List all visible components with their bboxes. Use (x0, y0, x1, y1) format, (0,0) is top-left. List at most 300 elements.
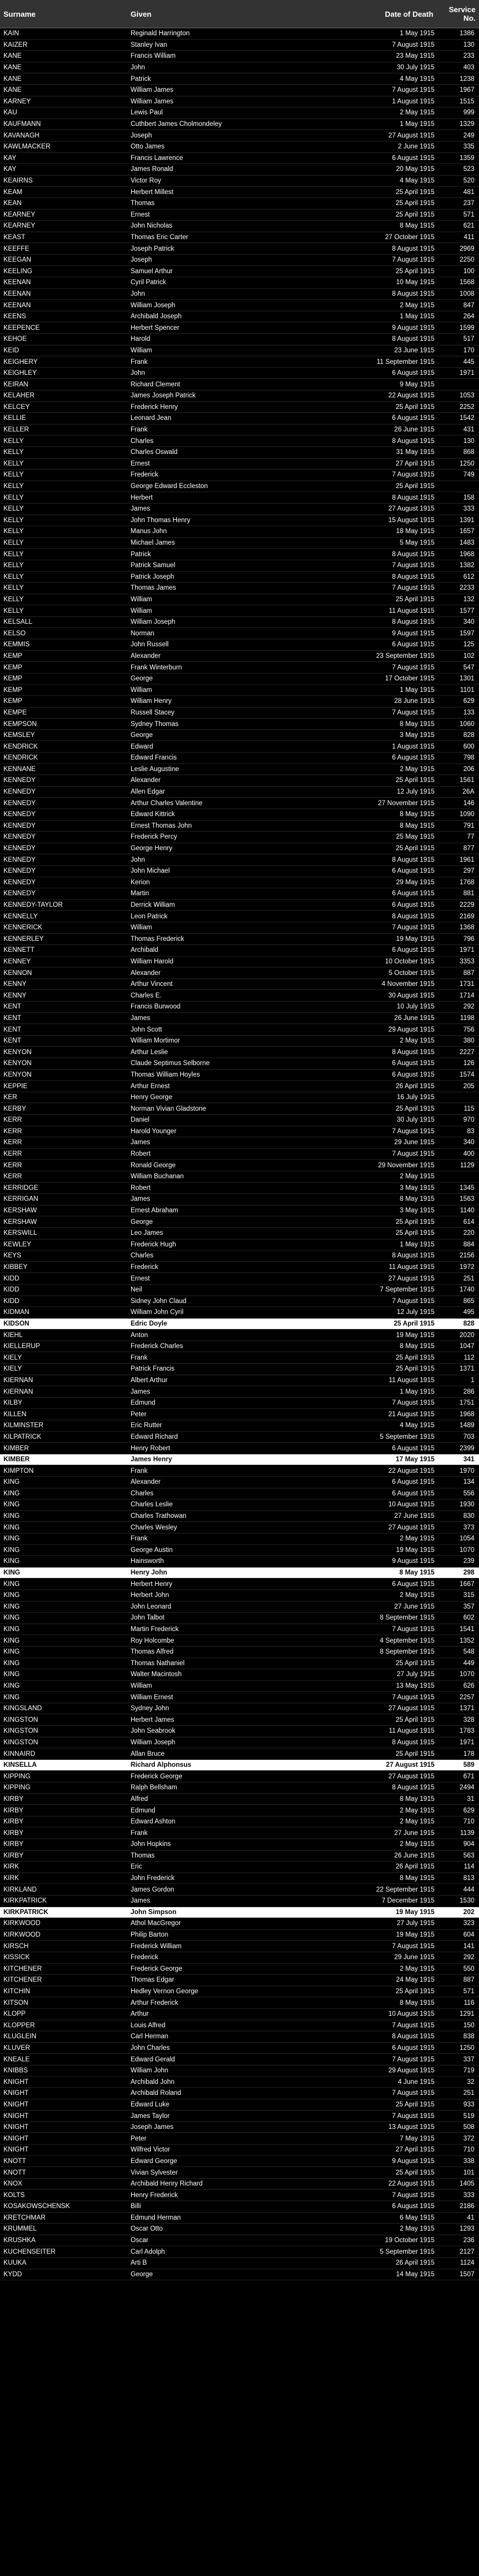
table-row (0, 1896, 479, 1907)
cell-date-of-death: 19 May 1915 (396, 1546, 435, 1554)
cell-given: Eric (131, 1863, 142, 1871)
cell-date-of-death: 29 May 1915 (396, 878, 435, 886)
cell-surname: KELLY (3, 437, 24, 445)
cell-surname: KIDD (3, 1297, 20, 1305)
cell-surname: KENNEDY (3, 833, 36, 841)
table-row (0, 1522, 479, 1533)
cell-surname: KEMMIS (3, 641, 30, 649)
table-row (0, 1703, 479, 1715)
cell-given: Patrick Joseph (131, 573, 174, 580)
cell-surname: KEAN (3, 200, 22, 207)
cell-service-no: 132 (463, 595, 474, 603)
cell-surname: KILPATRICK (3, 1433, 42, 1440)
cell-surname: KENNON (3, 969, 32, 977)
cell-service-no: 1047 (459, 1343, 474, 1350)
cell-surname: KIMBER (3, 1445, 29, 1452)
cell-surname: KENDRICK (3, 743, 38, 750)
cell-given: Thomas (131, 200, 155, 207)
cell-date-of-death: 7 August 1915 (392, 562, 435, 569)
cell-service-no: 1561 (459, 777, 474, 784)
table-row (0, 1499, 479, 1511)
cell-given: Richard Alphonsus (131, 1762, 191, 1769)
cell-service-no: 1972 (459, 1264, 474, 1271)
cell-date-of-death: 8 September 1915 (380, 1614, 435, 1622)
table-row (0, 356, 479, 368)
cell-given: Frank (131, 426, 148, 434)
cell-date-of-death: 8 May 1915 (399, 1569, 435, 1577)
cell-date-of-death: 7 August 1915 (392, 664, 435, 671)
table-row (0, 425, 479, 436)
cell-date-of-death: 16 July 1915 (396, 1094, 435, 1101)
cell-service-no: 612 (463, 573, 474, 580)
cell-surname: KOLTS (3, 2191, 25, 2199)
table-row (0, 945, 479, 956)
cell-surname: KIMPTON (3, 1467, 34, 1475)
table-row (0, 119, 479, 131)
cell-service-no: 1541 (459, 1626, 474, 1633)
table-row (0, 809, 479, 821)
cell-service-no: 600 (463, 743, 474, 750)
cell-date-of-death: 6 August 1915 (392, 1580, 435, 1588)
cell-surname: KIDD (3, 1286, 20, 1294)
cell-surname: KING (3, 1659, 20, 1667)
cell-date-of-death: 4 May 1915 (399, 75, 435, 83)
cell-given: Ernest Abraham (131, 1207, 179, 1215)
table-row (0, 673, 479, 685)
cell-date-of-death: 10 August 1915 (388, 2011, 435, 2018)
cell-given: Charles Wesley (131, 1524, 177, 1531)
table-row (0, 1851, 479, 1862)
cell-service-no: 1599 (459, 324, 474, 332)
cell-service-no: 547 (463, 664, 474, 671)
cell-given: Ernest (131, 211, 150, 218)
cell-service-no: 41 (467, 2214, 474, 2221)
table-row (0, 368, 479, 379)
table-row (0, 1918, 479, 1930)
table-row (0, 232, 479, 244)
table-row (0, 1364, 479, 1375)
table-row (0, 345, 479, 357)
cell-given: Frederick Percy (131, 833, 177, 841)
cell-date-of-death: 12 July 1915 (396, 788, 435, 796)
cell-service-no: 703 (463, 1433, 474, 1440)
cell-given: William Joseph (131, 619, 176, 626)
cell-date-of-death: 25 April 1915 (395, 200, 435, 207)
cell-service-no: 1731 (459, 981, 474, 988)
cell-surname: KNIGHT (3, 2146, 29, 2154)
cell-given: Sydney John (131, 1705, 169, 1713)
cell-surname: KING (3, 1592, 20, 1599)
cell-given: Cuthbert James Cholmondeley (131, 121, 222, 128)
cell-service-no: 2186 (459, 2203, 474, 2210)
cell-given: Henry Robert (131, 1445, 170, 1452)
table-row (0, 1952, 479, 1964)
cell-surname: KILBY (3, 1399, 23, 1407)
cell-date-of-death: 6 May 1915 (399, 2214, 435, 2221)
cell-service-no: 710 (463, 1818, 474, 1826)
cell-service-no: 444 (463, 1886, 474, 1893)
cell-service-no: 828 (463, 732, 474, 739)
cell-date-of-death: 1 May 1915 (399, 686, 435, 694)
cell-given: William (131, 607, 153, 615)
table-row (0, 1194, 479, 1205)
table-row (0, 1827, 479, 1839)
cell-surname: KNIGHT (3, 2101, 29, 2108)
cell-surname: KIRBY (3, 1807, 24, 1814)
cell-surname: KERSHAW (3, 1218, 37, 1226)
cell-surname: KENNEY (3, 958, 31, 965)
cell-given: John Charles (131, 2044, 170, 2052)
cell-date-of-death: 21 August 1915 (388, 1410, 435, 1418)
table-row (0, 843, 479, 855)
table-row (0, 1285, 479, 1296)
table-row (0, 572, 479, 583)
table-row (0, 1737, 479, 1749)
cell-surname: KERRIGAN (3, 1196, 39, 1203)
cell-surname: KYDD (3, 2270, 22, 2278)
table-row (0, 2076, 479, 2088)
table-row (0, 1454, 479, 1466)
cell-surname: KIRK (3, 1875, 19, 1882)
cell-date-of-death: 26 June 1915 (394, 426, 435, 434)
cell-given: Edward Richard (131, 1433, 178, 1440)
cell-service-no: 1971 (459, 947, 474, 954)
cell-surname: KIELY (3, 1354, 22, 1361)
cell-given: Charles Trathowan (131, 1513, 187, 1520)
cell-given: John Thomas Henry (131, 516, 191, 524)
cell-date-of-death: 25 April 1915 (395, 1659, 435, 1667)
cell-surname: KIDSON (3, 1320, 29, 1327)
cell-date-of-death: 25 April 1915 (395, 267, 435, 275)
cell-date-of-death: 7 August 1915 (392, 1297, 435, 1305)
cell-surname: KNIGHT (3, 2078, 29, 2086)
cell-given: Martin Frederick (131, 1626, 179, 1633)
cell-date-of-death: 7 August 1915 (392, 1942, 435, 1950)
cell-surname: KING (3, 1671, 20, 1678)
cell-surname: KEEPENCE (3, 324, 40, 332)
cell-service-no: 333 (463, 505, 474, 513)
cell-given: Arthur Leslie (131, 1048, 168, 1056)
cell-surname: KELAHER (3, 392, 35, 400)
cell-service-no: 556 (463, 1490, 474, 1497)
cell-service-no: 264 (463, 313, 474, 321)
cell-given: John (131, 370, 145, 377)
cell-surname: KELLY (3, 550, 24, 558)
cell-given: Herbert (131, 494, 153, 501)
cell-date-of-death: 26 April 1915 (395, 1082, 435, 1090)
table-row (0, 334, 479, 345)
cell-service-no: 32 (467, 2078, 474, 2086)
cell-date-of-death: 27 August 1915 (388, 1773, 435, 1780)
cell-date-of-death: 30 July 1915 (396, 64, 435, 72)
cell-service-no: 868 (463, 449, 474, 456)
cell-given: Derrick William (131, 902, 175, 909)
cell-date-of-death: 27 July 1915 (396, 1671, 435, 1678)
cell-given: Arti B (131, 2259, 147, 2267)
cell-date-of-death: 8 August 1915 (392, 2033, 435, 2041)
cell-date-of-death: 8 August 1915 (392, 245, 435, 252)
cell-given: Archibald (131, 947, 158, 954)
cell-date-of-death: 2 May 1915 (399, 109, 435, 117)
cell-surname: KAY (3, 154, 17, 162)
cell-date-of-death: 26 June 1915 (394, 1852, 435, 1859)
table-row (0, 198, 479, 210)
cell-surname: KEENAN (3, 279, 31, 286)
cell-service-no: 1359 (459, 154, 474, 162)
table-row (0, 2043, 479, 2054)
cell-date-of-death: 4 May 1915 (399, 1422, 435, 1430)
cell-given: Leslie Augustine (131, 765, 179, 773)
cell-surname: KEAST (3, 233, 25, 241)
cell-surname: KINGSTON (3, 1716, 38, 1723)
cell-service-no: 881 (463, 890, 474, 898)
table-row (0, 1386, 479, 1398)
cell-surname: KLOPPER (3, 2022, 35, 2029)
table-row (0, 2235, 479, 2247)
cell-surname: KELLY (3, 494, 24, 501)
cell-given: William John (131, 2067, 169, 2075)
cell-surname: KING (3, 1603, 20, 1610)
cell-date-of-death: 7 August 1915 (392, 924, 435, 932)
cell-given: Arthur (131, 2011, 149, 2018)
cell-service-no: 2257 (459, 1693, 474, 1701)
cell-date-of-death: 28 June 1915 (394, 698, 435, 705)
cell-surname: KNIGHT (3, 2112, 29, 2120)
cell-service-no: 125 (463, 641, 474, 649)
cell-given: James Henry (131, 1456, 172, 1464)
cell-service-no: 1352 (459, 1637, 474, 1644)
cell-service-no: 550 (463, 1965, 474, 1972)
cell-surname: KEENAN (3, 301, 31, 309)
cell-service-no: 1139 (460, 1829, 474, 1837)
cell-given: Ernest Thomas John (131, 822, 192, 829)
cell-given: William Buchanan (131, 1173, 184, 1181)
table-row (0, 1873, 479, 1885)
cell-date-of-death: 6 August 1915 (392, 1490, 435, 1497)
cell-service-no: 340 (463, 1139, 474, 1146)
cell-date-of-death: 6 August 1915 (392, 890, 435, 898)
cell-date-of-death: 11 August 1915 (388, 607, 435, 615)
table-row (0, 1782, 479, 1794)
cell-service-no: 205 (463, 1082, 474, 1090)
cell-service-no: 847 (463, 301, 474, 309)
cell-date-of-death: 30 July 1915 (396, 1116, 435, 1124)
table-row (0, 1398, 479, 1409)
cell-service-no: 112 (463, 1354, 474, 1361)
cell-service-no: 236 (463, 2237, 474, 2244)
table-row (0, 764, 479, 776)
table-row (0, 2054, 479, 2065)
cell-surname: KANE (3, 87, 22, 94)
cell-surname: KERSHAW (3, 1207, 37, 1215)
cell-service-no: 1515 (459, 98, 474, 105)
table-row (0, 787, 479, 798)
table-row (0, 922, 479, 934)
table-row (0, 62, 479, 74)
cell-surname: KIDMAN (3, 1309, 29, 1316)
cell-date-of-death: 13 August 1915 (388, 2124, 435, 2131)
cell-service-no: 563 (463, 1852, 474, 1859)
cell-given: George (131, 732, 153, 739)
cell-service-no: 481 (463, 188, 474, 196)
cell-given: John (131, 290, 145, 297)
cell-service-no: 1250 (459, 460, 474, 467)
cell-date-of-death: 19 May 1915 (395, 1908, 435, 1916)
cell-given: William Ernest (131, 1693, 173, 1701)
cell-service-no: 202 (463, 1908, 474, 1916)
cell-surname: KING (3, 1479, 20, 1486)
cell-service-no: 830 (463, 1513, 474, 1520)
cell-given: Peter (131, 2135, 147, 2142)
cell-given: James Gordon (131, 1886, 174, 1893)
cell-given: James Taylor (131, 2112, 170, 2120)
cell-given: Victor Roy (131, 177, 161, 185)
cell-given: William James (131, 87, 174, 94)
cell-surname: KERR (3, 1139, 22, 1146)
table-row (0, 1658, 479, 1670)
table-row (0, 470, 479, 481)
table-row (0, 1409, 479, 1420)
cell-service-no: 126 (463, 1060, 474, 1067)
cell-service-no: 1053 (459, 392, 474, 400)
cell-date-of-death: 17 October 1915 (385, 675, 435, 683)
table-row (0, 1149, 479, 1160)
cell-service-no: 887 (463, 969, 474, 977)
cell-given: John Seabrook (131, 1728, 176, 1735)
cell-given: Herbert Millest (131, 188, 174, 196)
cell-given: Billi (131, 2203, 141, 2210)
cell-date-of-death: 2 May 1915 (399, 1807, 435, 1814)
cell-given: John Michael (131, 868, 170, 875)
cell-date-of-death: 8 August 1915 (392, 290, 435, 297)
cell-date-of-death: 10 October 1915 (385, 958, 435, 965)
cell-service-no: 83 (467, 1127, 474, 1135)
cell-surname: KENYON (3, 1071, 32, 1078)
table-row (0, 447, 479, 459)
cell-surname: KEPPIE (3, 1082, 28, 1090)
cell-surname: KING (3, 1569, 20, 1577)
cell-service-no: 970 (463, 1116, 474, 1124)
cell-surname: KNOTT (3, 2169, 26, 2176)
cell-given: Martin (131, 890, 149, 898)
cell-given: George (131, 675, 153, 683)
cell-given: Arthur Ernest (131, 1082, 170, 1090)
cell-given: Norman Vivian Gladstone (131, 1105, 206, 1112)
cell-surname: KIBBEY (3, 1264, 28, 1271)
table-row (0, 1794, 479, 1806)
table-row (0, 1964, 479, 1975)
cell-given: James (131, 1388, 150, 1395)
cell-service-no: 1070 (459, 1546, 474, 1554)
cell-surname: KAUFMANN (3, 121, 41, 128)
cell-surname: KIERNAN (3, 1388, 34, 1395)
cell-date-of-death: 6 August 1915 (392, 641, 435, 649)
cell-given: Carl Adolph (131, 2248, 165, 2255)
cell-service-no: 1714 (459, 992, 474, 999)
table-row (0, 413, 479, 425)
cell-service-no: 838 (463, 2033, 474, 2041)
cell-surname: KING (3, 1501, 20, 1509)
cell-given: William John Cyril (131, 1309, 184, 1316)
cell-date-of-death: 8 May 1915 (399, 720, 435, 728)
table-row (0, 639, 479, 651)
table-row (0, 2088, 479, 2099)
cell-date-of-death: 29 November 1915 (378, 1162, 435, 1169)
cell-service-no: 1667 (459, 1580, 474, 1588)
cell-service-no: 411 (463, 233, 474, 241)
table-row (0, 990, 479, 1002)
cell-date-of-death: 20 May 1915 (396, 166, 435, 173)
table-row (0, 85, 479, 96)
table-row (0, 1533, 479, 1545)
cell-surname: KISSICK (3, 1954, 30, 1961)
cell-given: Thomas Alfred (131, 1648, 174, 1656)
cell-date-of-death: 9 August 1915 (392, 324, 435, 332)
table-row (0, 492, 479, 504)
cell-surname: KILLEN (3, 1410, 27, 1418)
cell-service-no: 400 (463, 1151, 474, 1158)
cell-date-of-death: 1 May 1915 (399, 313, 435, 321)
cell-date-of-death: 2 May 1915 (399, 1173, 435, 1181)
cell-surname: KENNEDY (3, 868, 36, 875)
cell-surname: KNOX (3, 2180, 23, 2188)
cell-date-of-death: 2 May 1915 (399, 1818, 435, 1826)
cell-surname: KELLY (3, 505, 24, 513)
header-given: Given (131, 9, 152, 18)
cell-service-no: 798 (463, 754, 474, 762)
cell-surname: KIDD (3, 1275, 20, 1282)
cell-service-no: 31 (467, 1795, 474, 1803)
cell-service-no: 403 (463, 64, 474, 72)
cell-given: Patrick (131, 550, 151, 558)
table-row (0, 107, 479, 119)
cell-date-of-death: 11 September 1915 (376, 358, 435, 366)
cell-service-no: 710 (463, 2146, 474, 2154)
cell-service-no: 341 (463, 1456, 474, 1464)
table-row (0, 1997, 479, 2009)
cell-service-no: 102 (463, 652, 474, 660)
cell-service-no: 1489 (459, 1422, 474, 1430)
cell-surname: KEAIRNS (3, 177, 33, 185)
cell-date-of-death: 6 August 1915 (392, 1445, 435, 1452)
cell-service-no: 1657 (459, 528, 474, 535)
table-row (0, 1805, 479, 1816)
cell-date-of-death: 8 August 1915 (392, 336, 435, 343)
table-header (0, 0, 479, 28)
table-row (0, 1115, 479, 1126)
cell-date-of-death: 25 April 1915 (395, 1716, 435, 1723)
table-row (0, 1103, 479, 1115)
cell-surname: KENT (3, 1014, 21, 1022)
table-row (0, 187, 479, 198)
cell-date-of-death: 19 October 1915 (385, 2237, 435, 2244)
cell-surname: KENNY (3, 981, 27, 988)
cell-given: James (131, 1196, 150, 1203)
cell-date-of-death: 25 April 1915 (395, 1750, 435, 1758)
cell-given: Vivian Sylvester (131, 2169, 178, 2176)
cell-surname: KERR (3, 1162, 22, 1169)
cell-surname: KAY (3, 166, 17, 173)
table-row (0, 821, 479, 832)
table-row (0, 1930, 479, 1941)
cell-surname: KIRBY (3, 1852, 24, 1859)
cell-surname: KELLER (3, 426, 29, 434)
cell-date-of-death: 8 August 1915 (392, 437, 435, 445)
cell-surname: KINGSLAND (3, 1705, 42, 1713)
table-row (0, 164, 479, 176)
cell-given: Charles E. (131, 992, 162, 999)
cell-surname: KIRKWOOD (3, 1920, 40, 1927)
